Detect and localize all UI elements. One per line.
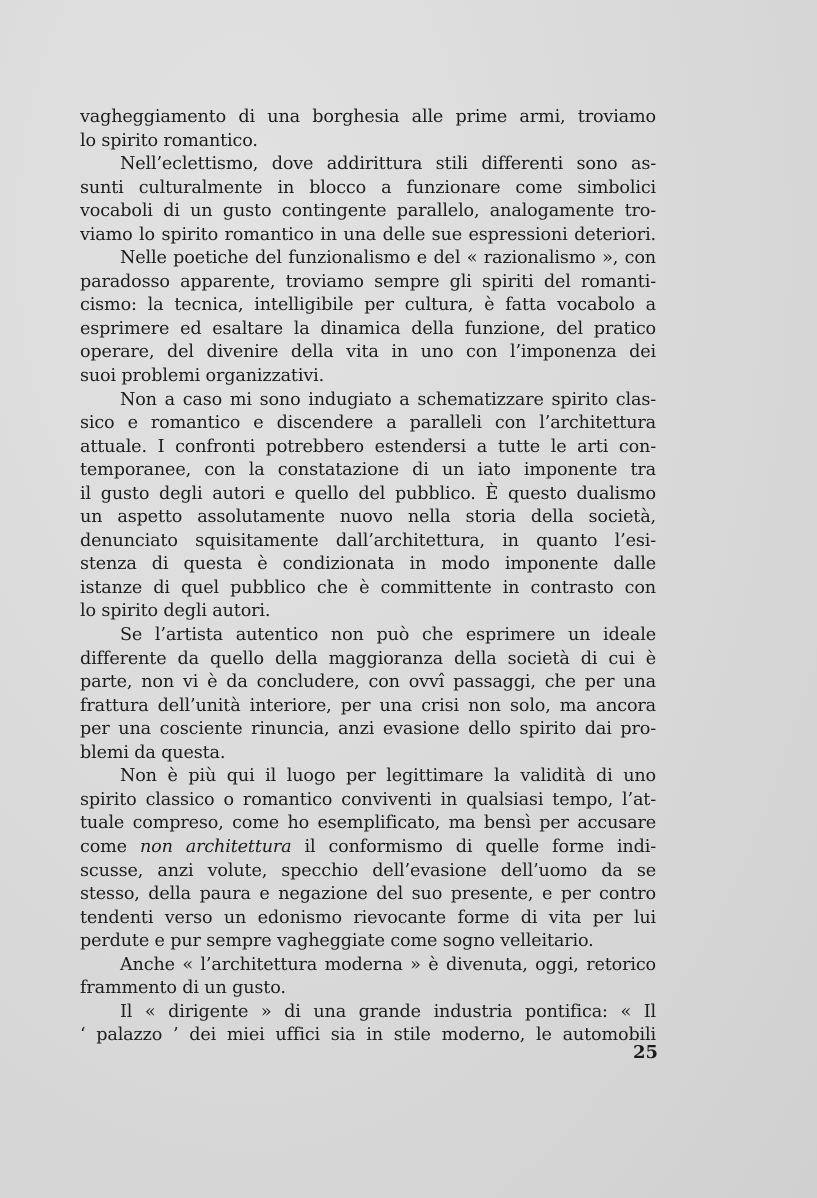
text-line: il gusto degli autori e quello del pubblico. È questo dualismo <box>80 483 656 504</box>
text-line: viamo lo spirito romantico in una delle sue espressioni deteriori. <box>80 224 656 245</box>
text-line: parte, non vi è da concludere, con ovvî passaggi, che per una <box>80 672 656 693</box>
text-line: Non è più qui il luogo per legittimare la validità di uno <box>120 766 656 787</box>
text-line: denunciato squisitamente dall’architettura, in quanto l’esi- <box>80 530 656 551</box>
text-line: ‘ palazzo ’ dei miei uffici sia in stile moderno, le automobili <box>80 1025 656 1046</box>
text-line: operare, del divenire della vita in uno con l’imponenza dei <box>80 342 656 363</box>
text-line: lo spirito romantico. <box>80 130 258 151</box>
text-line: spirito classico o romantico conviventi in qualsiasi tempo, l’at- <box>80 789 656 810</box>
text-line: stesso, della paura e negazione del suo presente, e per contro <box>80 884 656 905</box>
text-line: tuale compreso, come ho esemplificato, ma bensì per accusare <box>80 813 656 834</box>
text-line: istanze di quel pubblico che è committente in contrasto con <box>80 577 656 598</box>
text-line: Nell’eclettismo, dove addirittura stili differenti sono as- <box>120 154 656 175</box>
text-line: cismo: la tecnica, intelligibile per cultura, è fatta vocabolo a <box>80 295 656 316</box>
page-number: 25 <box>632 1042 658 1063</box>
text-line: vocaboli di un gusto contingente parallelo, analogamente tro- <box>80 201 656 222</box>
text-line: paradosso apparente, troviamo sempre gli spiriti del romanti- <box>80 271 656 292</box>
text-line: perdute e pur sempre vagheggiate come sogno velleitario. <box>80 931 594 952</box>
text-line: un aspetto assolutamente nuovo nella storia della società, <box>80 507 656 528</box>
text-line: Anche « l’architettura moderna » è divenuta, oggi, retorico <box>120 954 656 975</box>
text-line: attuale. I confronti potrebbero estendersi a tutte le arti con- <box>80 436 656 457</box>
text-line: Il « dirigente » di una grande industria pontifica: « Il <box>120 1001 656 1022</box>
text-fragment: il conformismo di quelle forme indi- <box>304 836 656 857</box>
text-line: stenza di questa è condizionata in modo imponente dalle <box>80 554 656 575</box>
text-line: frattura dell’unità interiore, per una crisi non solo, ma ancora <box>80 695 656 716</box>
text-line <box>80 836 656 860</box>
text-line: scusse, anzi volute, specchio dell’evasione dell’uomo da se <box>80 860 656 881</box>
text-line: esprimere ed esaltare la dinamica della funzione, del pratico <box>80 318 656 339</box>
text-line: vagheggiamento di una borghesia alle prime armi, troviamo <box>80 107 656 127</box>
text-fragment: come <box>80 836 127 857</box>
body-text <box>80 106 656 1048</box>
text-line: suoi problemi organizzativi. <box>80 366 325 387</box>
text-line: sico e romantico e discendere a paralleli con l’architettura <box>80 413 656 434</box>
text-line: blemi da questa. <box>80 742 226 763</box>
text-line: temporanee, con la constatazione di un iato imponente tra <box>80 460 656 481</box>
text-line: tendenti verso un edonismo rievocante forme di vita per lui <box>80 907 656 928</box>
italic-term: non architettura <box>139 836 292 857</box>
text-line: differente da quello della maggioranza della società di cui è <box>80 648 656 669</box>
text-line: Se l’artista autentico non può che esprimere un ideale <box>120 625 656 646</box>
text-line: Nelle poetiche del funzionalismo e del « razionalismo », con <box>120 248 656 269</box>
text-line: frammento di un gusto. <box>80 978 286 999</box>
text-line: sunti culturalmente in blocco a funzionare come simbolici <box>80 177 656 198</box>
text-line: Non a caso mi sono indugiato a schematizzare spirito clas- <box>120 389 656 410</box>
text-line: per una cosciente rinuncia, anzi evasione dello spirito dai pro- <box>80 719 656 740</box>
text-line: lo spirito degli autori. <box>80 601 271 622</box>
